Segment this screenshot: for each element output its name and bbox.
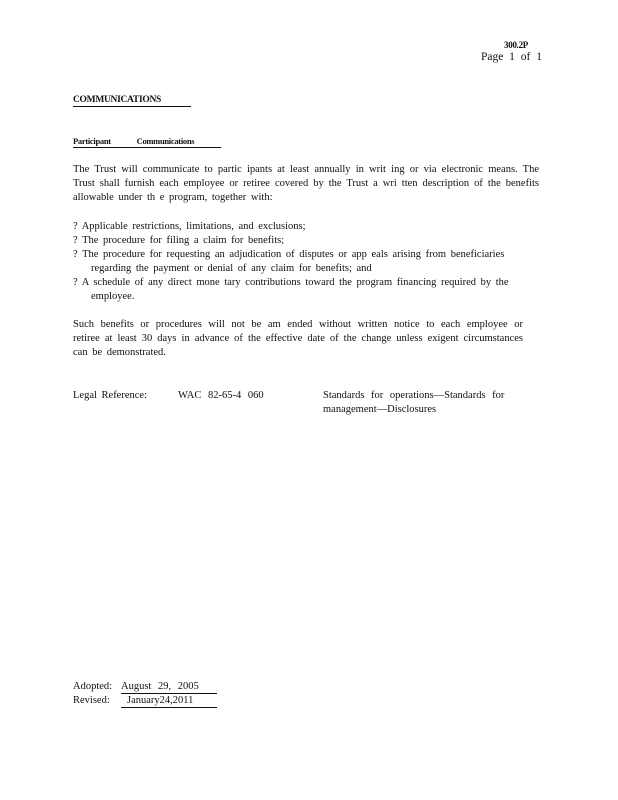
adopted-date: August 29, 2005 <box>121 680 217 694</box>
section-heading: COMMUNICATIONS <box>73 94 191 107</box>
revised-date: January24,2011 <box>121 694 217 708</box>
adopted-label: Adopted: <box>73 681 113 692</box>
list-item: ? Applicable restrictions, limitations, and exclusions; <box>73 221 306 232</box>
policy-number: 300.2P <box>504 40 528 50</box>
benefit-list <box>73 220 543 304</box>
list-item: ? A schedule of any direct mone tary contributions toward the program financing required by the employee. <box>73 277 509 302</box>
revised-label: Revised: <box>73 695 110 706</box>
legal-reference-label: Legal Reference: <box>73 390 147 401</box>
notice-paragraph: Such benefits or procedures will not be am ended without written notice to each employee or retiree at least 30 days in advance of the effective date of the change unless exigent circumstances can be demonstrated. <box>73 319 523 358</box>
page-indicator: Page 1 of 1 <box>480 51 542 63</box>
list-item: ? The procedure for filing a claim for benefits; <box>73 235 285 246</box>
intro-paragraph: The Trust will communicate to partic ipants at least annually in writ ing or via electronic means. The Trust shall furnish each employee or retiree covered by the Trust a wri tten description of the benefits allowable under th e program, together with: <box>73 164 539 203</box>
legal-reference-code: WAC 82-65-4 060 <box>178 390 264 401</box>
legal-reference-description: Standards for operations—Standards for management—Disclosures <box>323 390 505 415</box>
sub-heading: Participant Communications <box>73 136 221 148</box>
list-item: ? The procedure for requesting an adjudication of disputes or app eals arising from beneficiaries regarding the payment or denial of any claim for benefits; and <box>73 249 505 274</box>
